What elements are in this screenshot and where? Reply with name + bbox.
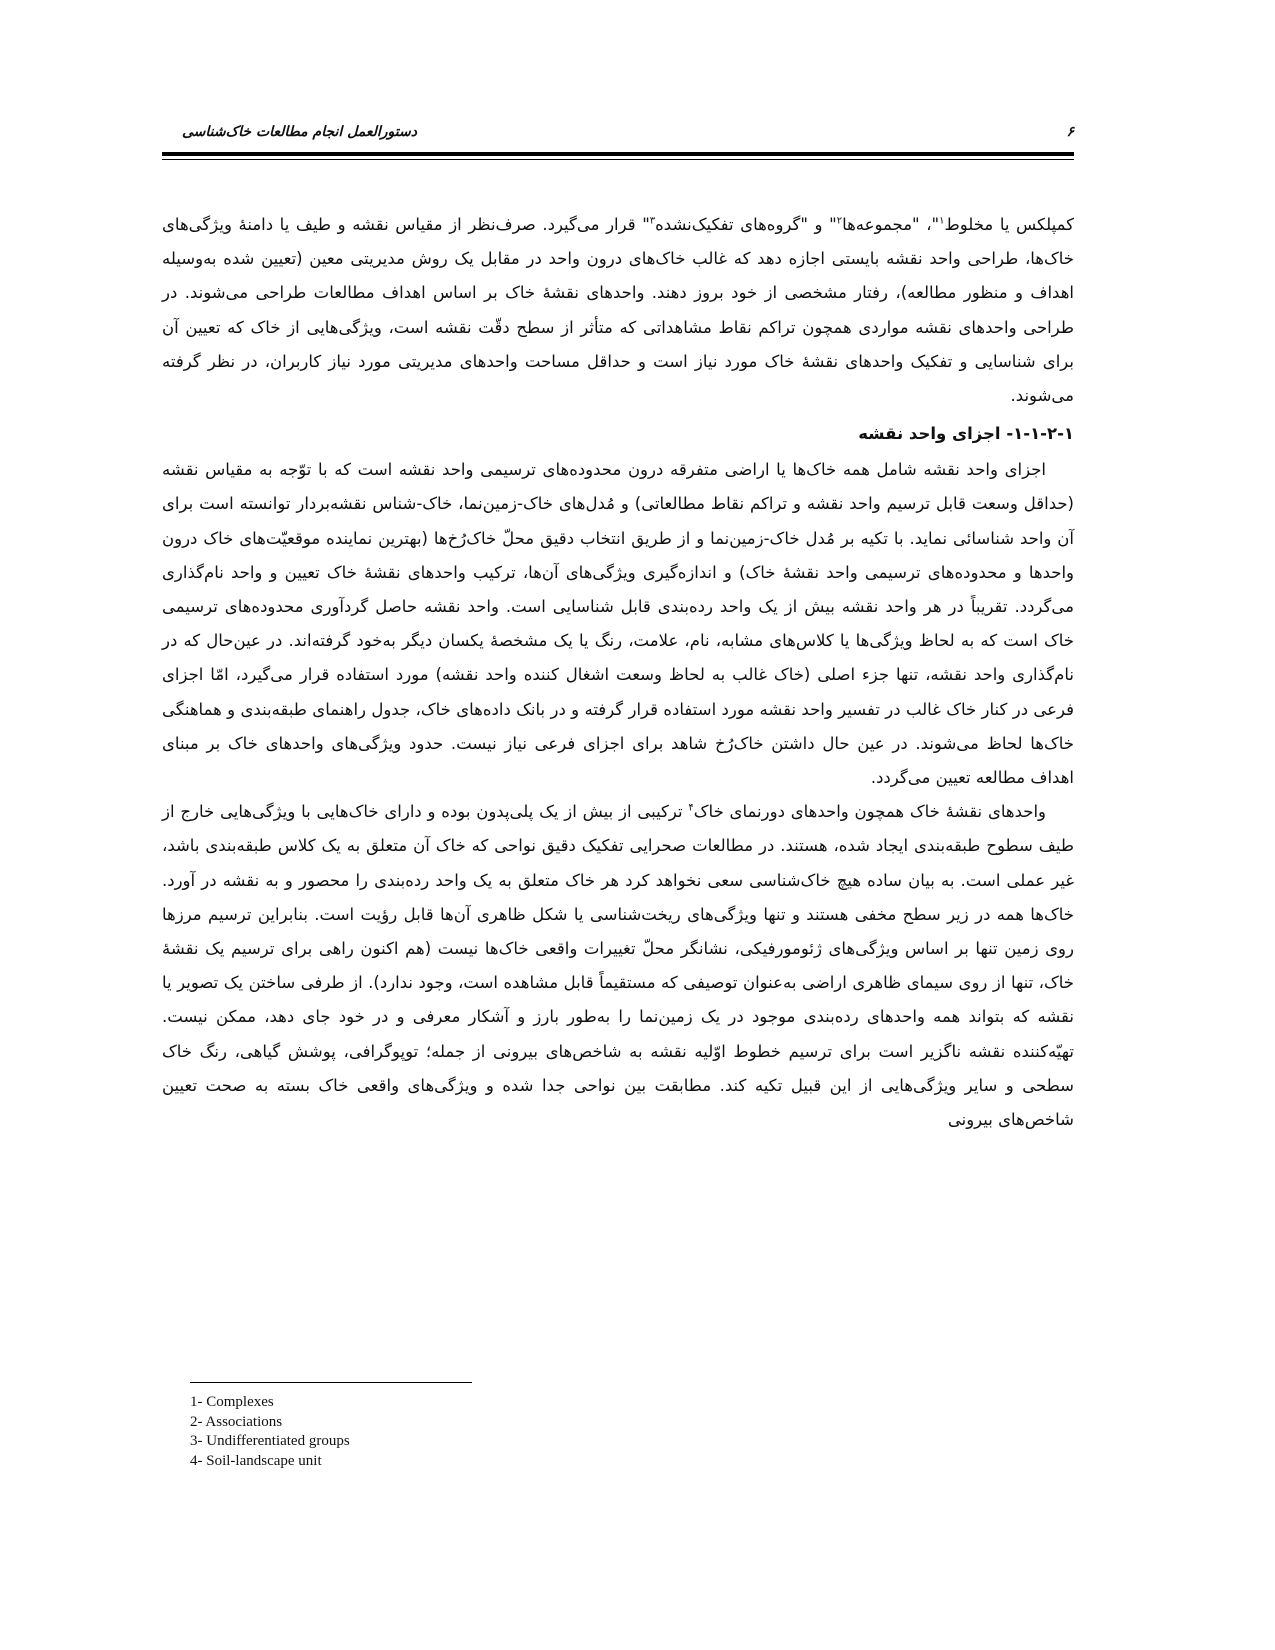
paragraph-1: کمپلکس یا مخلوط$^۱$"، "مجموعه‌ها$^۲$" و "گروه‌های تفکیک‌نشده$^۳$" قرار می‌گیرد. صرف‌نظر از مقیاس نقشه و طیف یا دامنهٔ ویژگی‌های خاک‌ها، طراحی واحد نقشه بایستی اجازه دهد که غالب خاک‌های درون واحد در مقابل یک روش مدیریتی معین (تعیین شده به‌وسیله اهداف و منظور مطالعه)، رفتار مشخصی از خود بروز دهند. واحدهای نقشهٔ خاک بر اساس اهداف مطالعات طراحی می‌شوند. در طراحی واحدهای نقشه مواردی همچون تراکم نقاط مشاهداتی که متأثر از سطح دقّت نقشه است، ویژگی‌هایی از خاک که تعیین آن برای شناسایی و تفکیک واحدهای نقشهٔ خاک مورد نیاز است و حداقل مساحت واحدهای مدیریتی مورد نیاز کاربران، در نظر گرفته می‌شوند. [162,215,1075,406]
paragraph-3: واحدهای نقشهٔ خاک همچون واحدهای دورنمای خاک$^۴$ ترکیبی از بیش از یک پلی‌پدون بوده و دارای خاک‌هایی با ویژگی‌هایی خارج از طیف سطوح طبقه‌بندی ایجاد شده، هستند. در مطالعات صحرایی تفکیک دقیق نواحی که خاک آن متعلق به یک کلاس طبقه‌بندی باشد، غیر عملی است. به بیان ساده هیچ خاک‌شناسی سعی نخواهد کرد هر خاک متعلق به یک واحد رده‌بندی را محصور و به نقشه در آورد. خاک‌ها همه در زیر سطح مخفی هستند و تنها ویژگی‌های ریخت‌شناسی یا شکل ظاهری آن‌ها قابل رؤیت است. بنابراین ترسیم مرزها روی زمین تنها بر اساس ویژگی‌های ژئومورفیکی، نشانگر محلّ تغییرات واقعی خاک‌ها نیست (هم اکنون راهی برای ترسیم یک نقشهٔ خاک، تنها از روی سیمای ظاهری اراضی به‌عنوان توصیفی که مستقیماً قابل مشاهده است، وجود ندارد). از طرفی ساختن یک تصویر یا نقشه که بتواند همه واحدهای رده‌بندی موجود در یک زمین‌نما را به‌طور بارز و آشکار معرفی و در خود جای دهد، ممکن نیست. تهیّه‌کننده نقشه ناگزیر است برای ترسیم خطوط اوّلیه نقشه به شاخص‌های بیرونی از جمله؛ توپوگرافی، پوشش گیاهی، رنگ خاک سطحی و سایر ویژگی‌هایی از این قبیل تکیه کند. مطابقت بین نواحی جدا شده و ویژگی‌های واقعی خاک بسته به صحت تعیین شاخص‌های بیرونی [162,802,1074,1130]
body-text [162,208,1074,1137]
footnote-2: 2- Associations [190,1413,283,1430]
running-header [162,120,1074,150]
footnote-rule [190,1382,472,1383]
footnote-3: 3- Undifferentiated groups [190,1433,350,1449]
footnotes [190,1393,350,1471]
footnote-4: 4- Soil-landscape unit [190,1452,322,1469]
footnote-ref-4: ۴ [688,802,694,814]
section-heading: ۱-۱-۲-۱- اجزای واحد نقشه [858,424,1074,444]
footnote-ref-2: ۲ [836,215,843,227]
header-rule-thin [162,159,1074,160]
footnote-1: 1- Complexes [190,1394,274,1410]
header-rule-thick [162,152,1074,156]
footnote-ref-1: ۱ [939,215,945,227]
footnote-ref-3: ۳ [649,215,656,227]
paragraph-2: اجزای واحد نقشه شامل همه خاک‌ها یا اراضی متفرقه درون محدوده‌های ترسیمی واحد نقشه است که با توّجه به مقیاس نقشه (حداقل وسعت قابل ترسیم واحد نقشه و تراکم نقاط مطالعاتی) و مُدل‌های خاک-زمین‌نما، خاک-شناس نقشه‌بردار توانسته است برای آن واحد شناسائی نماید. با تکیه بر مُدل خاک-زمین‌نما و از طریق انتخاب دقیق محلّ خاک‌رُخ‌ها (بهترین نماینده موقعیّت‌های خاک درون واحدها و محدوده‌های ترسیمی واحد نقشهٔ خاک) و اندازه‌گیری ویژگی‌های آن‌ها، ترکیب واحدهای نقشهٔ خاک تعیین و واحد نام‌گذاری می‌گردد. تقریباً در هر واحد نقشه بیش از یک واحد رده‌بندی قابل شناسایی است. واحد نقشه حاصل گردآوری محدوده‌های ترسیمی خاک است که به لحاظ ویژگی‌ها یا کلاس‌های مشابه، نام، علامت، رنگ یا یک مشخصهٔ یکسان دیگر به‌خود گرفته‌اند. در عین‌حال که در نام‌گذاری واحد نقشه، تنها جزء اصلی (خاک غالب به لحاظ وسعت اشغال کننده واحد نقشه) مورد استفاده قرار می‌گیرد، امّا اجزای فرعی در کنار خاک غالب در تفسیر واحد نقشه مورد استفاده قرار گرفته و در بانک داده‌های خاک، جدول راهنمای طبقه‌بندی و هماهنگی خاک‌ها لحاظ می‌شوند. در عین حال داشتن خاک‌رُخ شاهد برای اجزای فرعی نیاز نیست. حدود ویژگی‌های واحدهای خاک بر مبنای اهداف مطالعه تعیین می‌گردد. [162,460,1074,788]
page-number: ۶ [1066,124,1074,140]
header-title: دستورالعمل انجام مطالعات خاک‌شناسی [182,124,417,140]
